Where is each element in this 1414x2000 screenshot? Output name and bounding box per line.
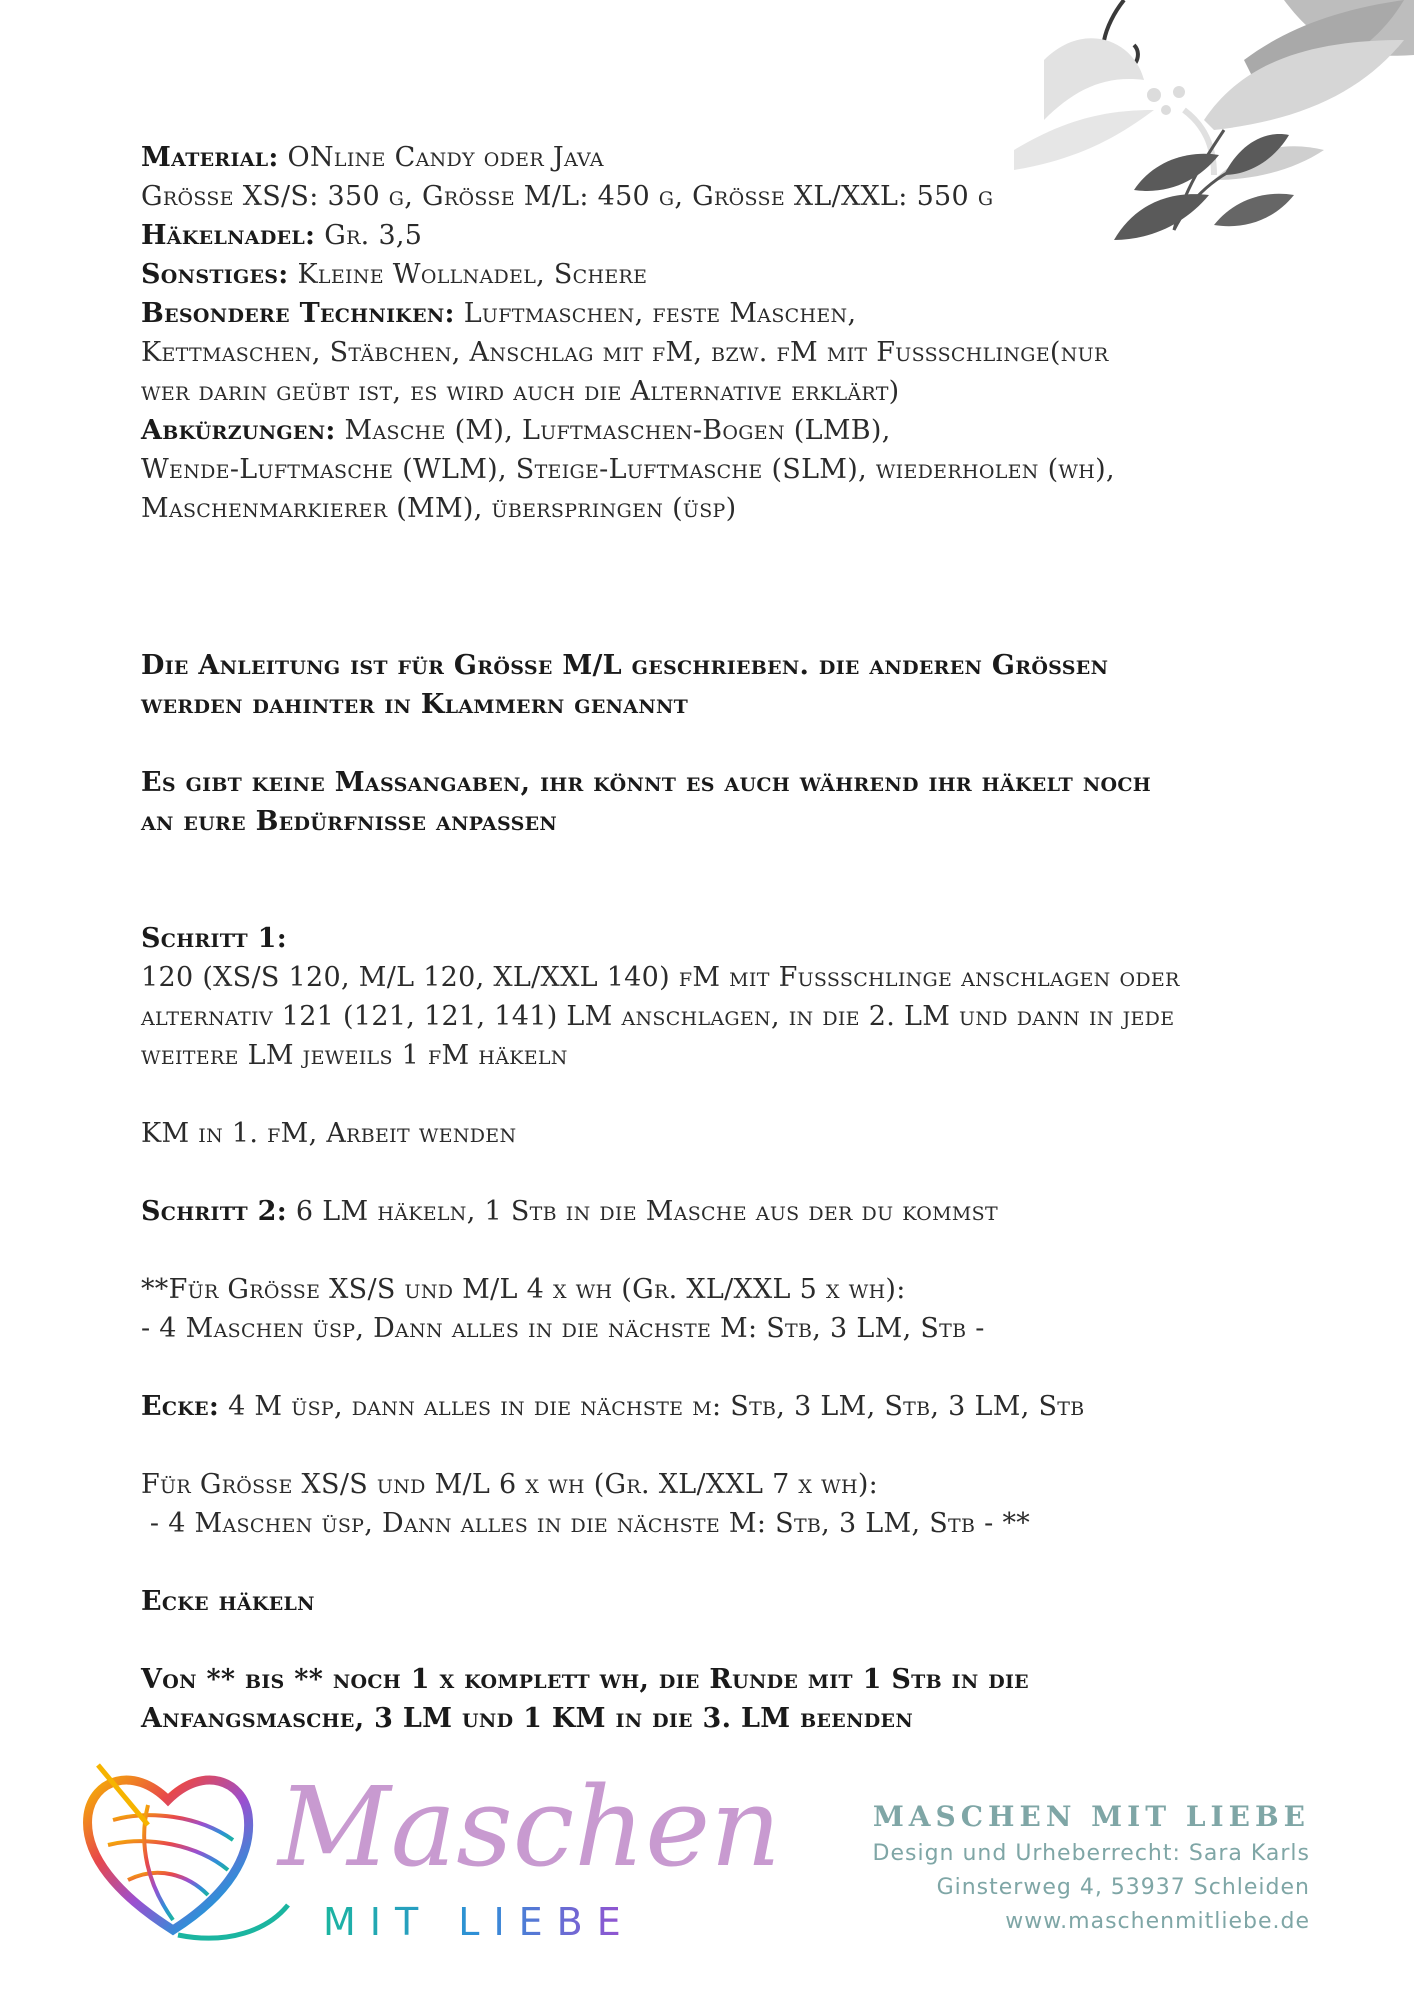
note-1-line-1: Die Anleitung ist für Grösse M/L geschrieben. die anderen Grössen (141, 650, 1109, 681)
final-line-1: Von ** bis ** noch 1 x komplett wh, die Runde mit 1 Stb in die (141, 1664, 1029, 1695)
yarn-heart-icon (88, 1765, 288, 1938)
step-1-line-1: 120 (XS/S 120, M/L 120, XL/XXL 140) fM mit Fussschlinge anschlagen oder (141, 962, 1180, 993)
material-line: Material: ONline Candy oder Java (141, 142, 604, 173)
techniques-line-2: Kettmaschen, Stäbchen, Anschlag mit fM, bzw. fM mit Fussschlinge(nur (141, 337, 1109, 368)
maschen-mit-liebe-logo (78, 1745, 798, 1955)
step-1-heading: Schritt 1: (141, 923, 288, 954)
footer-copyright: Design und Urheberrecht: Sara Karls (872, 1841, 1310, 1866)
step-1-line-2: alternativ 121 (121, 121, 141) LM anschlagen, in die 2. LM und dann in jede (141, 1001, 1175, 1032)
needle-line: Häkelnadel: Gr. 3,5 (141, 220, 423, 251)
repeat-1-line-2: - 4 Maschen üsp, Dann alles in die nächste M: Stb, 3 LM, Stb - (141, 1313, 985, 1344)
footer-brand: MASCHEN MIT LIEBE (872, 1800, 1310, 1833)
abbreviations-line-3: Maschenmarkierer (MM), überspringen (üsp) (141, 493, 737, 524)
footer-website[interactable]: www.maschenmitliebe.de (1005, 1909, 1310, 1934)
repeat-2-line-1: Für Grösse XS/S und M/L 6 x wh (Gr. XL/XXL 7 x wh): (141, 1469, 879, 1500)
material-sizes: Grösse XS/S: 350 g, Grösse M/L: 450 g, Grösse XL/XXL: 550 g (141, 181, 994, 212)
step-1-line-4: KM in 1. fM, Arbeit wenden (141, 1118, 517, 1149)
step-1-line-3: weitere LM jeweils 1 fM häkeln (141, 1040, 568, 1071)
corner-2-line: Ecke häkeln (141, 1586, 315, 1617)
note-2-line-1: Es gibt keine Massangaben, ihr könnt es auch während ihr häkelt noch (141, 767, 1152, 798)
techniques-line: Besondere Techniken: Luftmaschen, feste Maschen, (141, 298, 857, 329)
note-2-line-2: an eure Bedürfnisse anpassen (141, 806, 558, 837)
logo-sub-text: MIT LIEBE (323, 1900, 635, 1944)
misc-line: Sonstiges: Kleine Wollnadel, Schere (141, 259, 648, 290)
abbreviations-line-2: Wende-Luftmasche (WLM), Steige-Luftmasche (SLM), wiederholen (wh), (141, 454, 1115, 485)
corner-line: Ecke: 4 M üsp, dann alles in die nächste m: Stb, 3 LM, Stb, 3 LM, Stb (141, 1391, 1085, 1422)
pattern-text (141, 138, 1291, 1738)
abbreviations-line: Abkürzungen: Masche (M), Luftmaschen-Bogen (LMB), (141, 415, 891, 446)
techniques-line-3: wer darin geübt ist, es wird auch die Alternative erklärt) (141, 376, 900, 407)
logo-script-text: Maschen (278, 1763, 782, 1891)
step-2-line: Schritt 2: 6 LM häkeln, 1 Stb in die Masche aus der du kommst (141, 1196, 998, 1227)
footer-address: Ginsterweg 4, 53937 Schleiden (936, 1875, 1310, 1900)
final-line-2: Anfangsmasche, 3 LM und 1 KM in die 3. LM beenden (141, 1703, 913, 1734)
repeat-2-line-2: - 4 Maschen üsp, Dann alles in die nächste M: Stb, 3 LM, Stb - ** (141, 1508, 1031, 1539)
note-1-line-2: werden dahinter in Klammern genannt (141, 689, 689, 720)
repeat-1-line-1: **Für Grösse XS/S und M/L 4 x wh (Gr. XL/XXL 5 x wh): (141, 1274, 906, 1305)
footer-contact (873, 1800, 1310, 1939)
